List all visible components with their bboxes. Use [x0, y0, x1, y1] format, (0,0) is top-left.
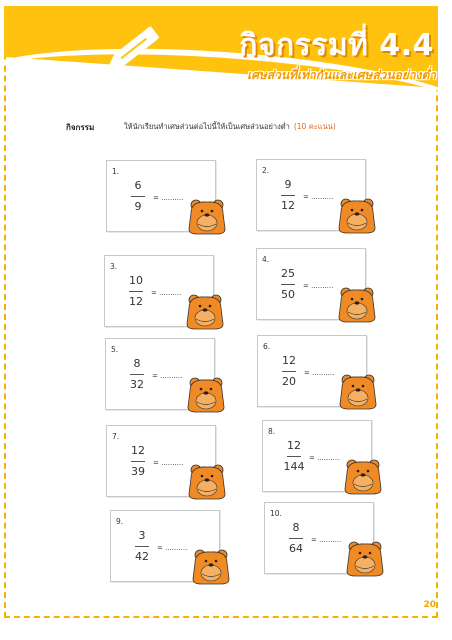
answer-blank[interactable]: = ..........	[153, 459, 184, 467]
fraction-bar	[282, 371, 296, 372]
denominator: 20	[282, 375, 296, 388]
fraction-bar	[135, 546, 149, 547]
exercise-card	[104, 255, 214, 327]
page-number: 20	[423, 600, 436, 610]
exercise-number: 6.	[263, 342, 271, 351]
exercise-number: 1.	[112, 167, 120, 176]
denominator: 9	[134, 200, 142, 213]
denominator: 39	[131, 465, 145, 478]
fraction	[273, 178, 303, 213]
numerator: 9	[284, 178, 292, 191]
exercise-card	[106, 160, 216, 232]
bear-icon	[345, 541, 385, 577]
answer-blank[interactable]: = ..........	[151, 289, 182, 297]
bear-icon	[191, 549, 231, 585]
instruction-label: กิจกรรม	[66, 123, 95, 132]
denominator: 144	[283, 460, 305, 473]
fraction-bar	[130, 374, 144, 375]
exercise-card	[264, 502, 374, 574]
fraction-bar	[129, 291, 143, 292]
exercise-card	[106, 425, 216, 497]
fraction	[273, 267, 303, 302]
exercise-number: 2.	[262, 166, 270, 175]
fraction-bar	[287, 456, 301, 457]
answer-blank[interactable]: = ..........	[303, 282, 334, 290]
numerator: 12	[282, 354, 296, 367]
bear-icon	[337, 287, 377, 323]
exercise-card	[257, 335, 367, 407]
numerator: 10	[129, 274, 143, 287]
fraction	[123, 444, 153, 479]
bear-icon	[185, 294, 225, 330]
numerator: 8	[133, 357, 141, 370]
answer-blank[interactable]: = ..........	[153, 194, 184, 202]
denominator: 32	[130, 378, 144, 391]
exercise-card	[262, 420, 372, 492]
exercise-number: 5.	[111, 345, 119, 354]
bear-icon	[343, 459, 383, 495]
exercise-number: 8.	[268, 427, 276, 436]
fraction-bar	[131, 461, 145, 462]
exercise-card	[256, 159, 366, 231]
page-title: กิจกรรมที่ 4.4	[239, 28, 434, 63]
numerator: 25	[281, 267, 295, 280]
exercise-card	[256, 248, 366, 320]
fraction	[123, 179, 153, 214]
bear-icon	[338, 374, 378, 410]
fraction	[274, 354, 304, 389]
numerator: 6	[134, 179, 142, 192]
denominator: 12	[129, 295, 143, 308]
exercise-number: 9.	[116, 517, 124, 526]
bear-icon	[337, 198, 377, 234]
bear-icon	[187, 464, 227, 500]
bear-icon	[187, 199, 227, 235]
fraction-bar	[281, 284, 295, 285]
fraction	[279, 439, 309, 474]
fraction	[127, 529, 157, 564]
answer-blank[interactable]: = ..........	[152, 372, 183, 380]
exercise-number: 3.	[110, 262, 118, 271]
bear-icon	[186, 377, 226, 413]
page-subtitle: เศษส่วนที่เท่ากันและเศษส่วนอย่างต่ำ	[247, 68, 436, 82]
exercise-number: 4.	[262, 255, 270, 264]
fraction	[122, 357, 152, 392]
fraction	[121, 274, 151, 309]
answer-blank[interactable]: = ..........	[304, 369, 335, 377]
answer-blank[interactable]: = ..........	[157, 544, 188, 552]
answer-blank[interactable]: = ..........	[303, 193, 334, 201]
fraction-bar	[131, 196, 145, 197]
numerator: 12	[131, 444, 145, 457]
denominator: 50	[281, 288, 295, 301]
exercise-number: 7.	[112, 432, 120, 441]
exercise-number: 10.	[270, 509, 282, 518]
denominator: 42	[135, 550, 149, 563]
instruction-points: (10 คะแนน)	[293, 122, 336, 131]
answer-blank[interactable]: = ..........	[309, 454, 340, 462]
numerator: 8	[292, 521, 300, 534]
instruction-body: ให้นักเรียนทำเศษส่วนต่อไปนี้ให้เป็นเศษส่วนอย่างต่ำ	[124, 122, 290, 131]
numerator: 3	[138, 529, 146, 542]
exercise-card	[105, 338, 215, 410]
instruction-text	[124, 121, 336, 133]
exercise-card	[110, 510, 220, 582]
answer-blank[interactable]: = ..........	[311, 536, 342, 544]
fraction-bar	[289, 538, 303, 539]
pencil-icon	[96, 14, 174, 84]
fraction-bar	[281, 195, 295, 196]
fraction	[281, 521, 311, 556]
denominator: 64	[289, 542, 303, 555]
numerator: 12	[287, 439, 301, 452]
denominator: 12	[281, 199, 295, 212]
